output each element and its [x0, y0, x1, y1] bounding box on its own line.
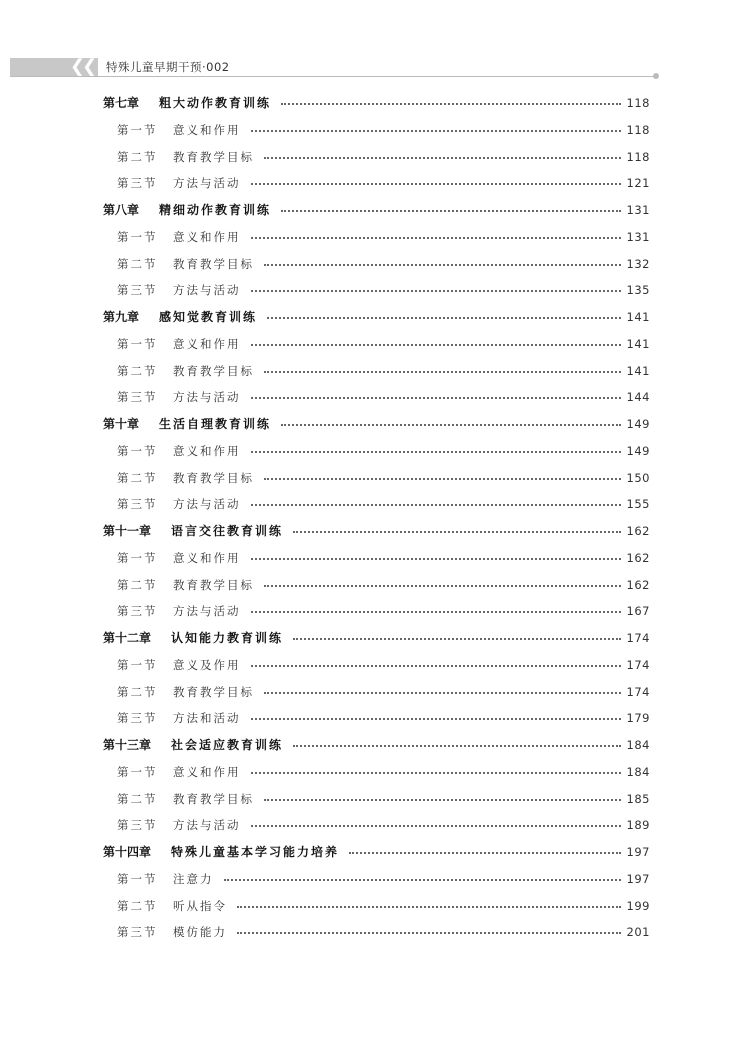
toc-dot-leader: [251, 397, 621, 399]
toc-chapter-entry[interactable]: [103, 414, 650, 434]
toc-page-number: 174: [626, 631, 650, 645]
toc-entry-number: 第十二章: [103, 631, 152, 645]
toc-section-entry[interactable]: [117, 548, 650, 568]
toc-dot-leader: [281, 103, 621, 105]
toc-section-entry[interactable]: [117, 441, 650, 461]
toc-dot-leader: [264, 157, 621, 159]
toc-entry-title: 意义及作用: [173, 657, 241, 672]
toc-dot-leader: [251, 772, 621, 774]
toc-entry-number: 第一节: [117, 229, 158, 244]
toc-chapter-entry[interactable]: [103, 307, 650, 327]
toc-entry-number: 第一节: [117, 657, 158, 672]
toc-chapter-entry[interactable]: [103, 93, 650, 113]
toc-page-number: 132: [626, 256, 650, 271]
toc-entry-title: 意义和作用: [173, 764, 241, 779]
toc-entry-title: 注意力: [173, 871, 214, 886]
toc-dot-leader: [251, 183, 621, 185]
toc-page-number: 174: [626, 684, 650, 699]
toc-dot-leader: [293, 745, 621, 747]
toc-entry-title: 社会适应教育训练: [171, 738, 284, 752]
toc-page-number: 141: [626, 336, 650, 351]
toc-entry-title: 听从指令: [173, 898, 227, 913]
toc-page-number: 141: [626, 310, 650, 324]
toc-entry-title: 认知能力教育训练: [171, 631, 284, 645]
toc-entry-number: 第十三章: [103, 738, 152, 752]
toc-dot-leader: [293, 638, 621, 640]
toc-dot-leader: [251, 558, 621, 560]
toc-page-number: 155: [626, 497, 650, 512]
double-chevron-left-icon: ❮❮: [70, 56, 95, 77]
toc-entry-number: 第十章: [103, 417, 140, 431]
toc-entry-title: 意义和作用: [173, 550, 241, 565]
toc-entry-number: 第三节: [117, 818, 158, 833]
toc-entry-title: 方法与活动: [173, 497, 241, 512]
toc-dot-leader: [264, 585, 621, 587]
toc-page-number: 131: [626, 229, 650, 244]
toc-entry-number: 第三节: [117, 711, 158, 726]
toc-entry-title: 方法与活动: [173, 818, 241, 833]
toc-entry-title: 生活自理教育训练: [159, 417, 272, 431]
toc-section-entry[interactable]: [117, 173, 650, 193]
toc-page-number: 189: [626, 818, 650, 833]
toc-section-entry[interactable]: [117, 334, 650, 354]
toc-page-number: 174: [626, 657, 650, 672]
toc-entry-title: 教育教学目标: [173, 684, 254, 699]
toc-dot-leader: [264, 264, 621, 266]
toc-entry-title: 方法与活动: [173, 176, 241, 191]
toc-entry-number: 第一节: [117, 122, 158, 137]
toc-section-entry[interactable]: [117, 227, 650, 247]
toc-dot-leader: [349, 852, 621, 854]
toc-page-number: 185: [626, 791, 650, 806]
toc-page-number: 149: [626, 443, 650, 458]
running-header-title: 特殊儿童早期干预·002: [106, 60, 230, 74]
toc-section-entry[interactable]: [117, 922, 650, 942]
toc-entry-title: 方法与活动: [173, 390, 241, 405]
toc-dot-leader: [281, 424, 621, 426]
toc-dot-leader: [264, 799, 621, 801]
toc-entry-number: 第一节: [117, 871, 158, 886]
toc-dot-leader: [281, 210, 621, 212]
toc-entry-title: 意义和作用: [173, 122, 241, 137]
toc-section-entry[interactable]: [117, 896, 650, 916]
toc-section-entry[interactable]: [117, 361, 650, 381]
toc-page-number: 141: [626, 363, 650, 378]
toc-entry-title: 特殊儿童基本学习能力培养: [171, 845, 340, 859]
toc-entry-number: 第二节: [117, 577, 158, 592]
toc-entry-number: 第一节: [117, 764, 158, 779]
toc-entry-number: 第九章: [103, 310, 140, 324]
toc-chapter-entry[interactable]: [103, 521, 650, 541]
toc-dot-leader: [251, 290, 621, 292]
toc-section-entry[interactable]: [117, 120, 650, 140]
toc-dot-leader: [237, 906, 621, 908]
toc-chapter-entry[interactable]: [103, 628, 650, 648]
toc-section-entry[interactable]: [117, 708, 650, 728]
toc-chapter-entry[interactable]: [103, 200, 650, 220]
toc-entry-title: 精细动作教育训练: [159, 203, 272, 217]
toc-section-entry[interactable]: [117, 147, 650, 167]
toc-section-entry[interactable]: [117, 762, 650, 782]
toc-entry-number: 第二节: [117, 256, 158, 271]
toc-entry-number: 第十一章: [103, 524, 152, 538]
header-rule-end-dot: [653, 73, 659, 79]
toc-entry-title: 教育教学目标: [173, 363, 254, 378]
toc-page-number: 197: [626, 871, 650, 886]
toc-page-number: 162: [626, 577, 650, 592]
header-rule: [10, 76, 655, 77]
toc-section-entry[interactable]: [117, 254, 650, 274]
toc-entry-title: 模仿能力: [173, 925, 227, 940]
toc-page-number: 118: [626, 96, 650, 110]
toc-entry-number: 第三节: [117, 390, 158, 405]
toc-entry-number: 第三节: [117, 604, 158, 619]
toc-entry-number: 第二节: [117, 898, 158, 913]
toc-dot-leader: [264, 692, 621, 694]
toc-dot-leader: [224, 879, 621, 881]
toc-chapter-entry[interactable]: [103, 735, 650, 755]
toc-dot-leader: [267, 317, 621, 319]
toc-page-number: 162: [626, 550, 650, 565]
toc-entry-title: 感知觉教育训练: [159, 310, 258, 324]
toc-section-entry[interactable]: [117, 655, 650, 675]
toc-section-entry[interactable]: [117, 387, 650, 407]
toc-entry-title: 教育教学目标: [173, 791, 254, 806]
toc-entry-title: 粗大动作教育训练: [159, 96, 272, 110]
toc-entry-title: 语言交往教育训练: [171, 524, 284, 538]
toc-entry-number: 第十四章: [103, 845, 152, 859]
toc-dot-leader: [251, 130, 621, 132]
toc-entry-title: 方法与活动: [173, 283, 241, 298]
toc-dot-leader: [237, 932, 621, 934]
toc-entry-title: 意义和作用: [173, 443, 241, 458]
toc-page-number: 150: [626, 470, 650, 485]
toc-entry-number: 第二节: [117, 149, 158, 164]
toc-page-number: 118: [626, 149, 650, 164]
toc-entry-title: 意义和作用: [173, 229, 241, 244]
toc-section-entry[interactable]: [117, 575, 650, 595]
toc-section-entry[interactable]: [117, 494, 650, 514]
toc-page-number: 149: [626, 417, 650, 431]
toc-entry-number: 第三节: [117, 497, 158, 512]
toc-section-entry[interactable]: [117, 280, 650, 300]
toc-page-number: 179: [626, 711, 650, 726]
toc-page-number: 135: [626, 283, 650, 298]
toc-dot-leader: [264, 371, 621, 373]
toc-dot-leader: [251, 825, 621, 827]
toc-page-number: 121: [626, 176, 650, 191]
toc-entry-title: 意义和作用: [173, 336, 241, 351]
toc-entry-number: 第八章: [103, 203, 140, 217]
toc-entry-title: 方法与活动: [173, 604, 241, 619]
toc-chapter-entry[interactable]: [103, 842, 650, 862]
toc-dot-leader: [251, 504, 621, 506]
toc-dot-leader: [251, 611, 621, 613]
toc-entry-number: 第三节: [117, 176, 158, 191]
toc-page-number: 201: [626, 925, 650, 940]
toc-dot-leader: [264, 478, 621, 480]
toc-entry-number: 第三节: [117, 925, 158, 940]
toc-page-number: 167: [626, 604, 650, 619]
toc-page-number: 144: [626, 390, 650, 405]
toc-entry-number: 第一节: [117, 443, 158, 458]
toc-entry-title: 教育教学目标: [173, 149, 254, 164]
toc-entry-number: 第七章: [103, 96, 140, 110]
toc-entry-title: 教育教学目标: [173, 256, 254, 271]
toc-page-number: 131: [626, 203, 650, 217]
toc-entry-number: 第二节: [117, 470, 158, 485]
toc-section-entry[interactable]: [117, 815, 650, 835]
toc-section-entry[interactable]: [117, 601, 650, 621]
toc-entry-number: 第二节: [117, 684, 158, 699]
toc-entry-number: 第一节: [117, 336, 158, 351]
toc-entry-number: 第三节: [117, 283, 158, 298]
toc-page-number: 199: [626, 898, 650, 913]
toc-dot-leader: [251, 344, 621, 346]
toc-section-entry[interactable]: [117, 468, 650, 488]
toc-page-number: 197: [626, 845, 650, 859]
toc-entry-title: 方法和活动: [173, 711, 241, 726]
toc-dot-leader: [251, 665, 621, 667]
toc-dot-leader: [251, 718, 621, 720]
toc-dot-leader: [293, 531, 621, 533]
toc-entry-title: 教育教学目标: [173, 577, 254, 592]
toc-page-number: 184: [626, 764, 650, 779]
toc-page-number: 184: [626, 738, 650, 752]
toc-entry-title: 教育教学目标: [173, 470, 254, 485]
toc-entry-number: 第一节: [117, 550, 158, 565]
toc-section-entry[interactable]: [117, 869, 650, 889]
toc-dot-leader: [251, 451, 621, 453]
toc-page-number: 118: [626, 122, 650, 137]
toc-dot-leader: [251, 237, 621, 239]
toc-entry-number: 第二节: [117, 363, 158, 378]
toc-section-entry[interactable]: [117, 682, 650, 702]
toc-entry-number: 第二节: [117, 791, 158, 806]
toc-page-number: 162: [626, 524, 650, 538]
toc-section-entry[interactable]: [117, 789, 650, 809]
